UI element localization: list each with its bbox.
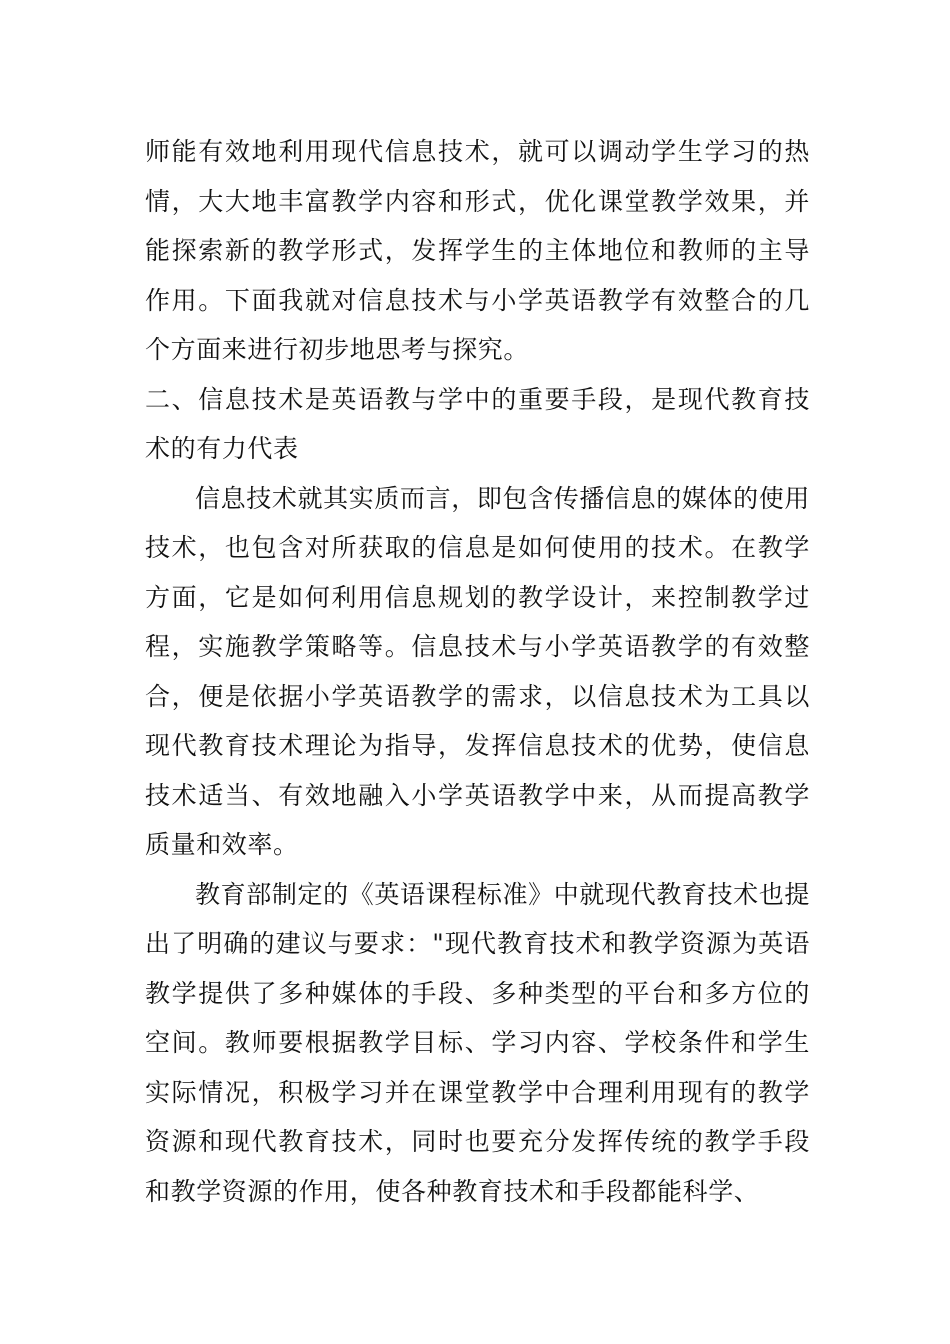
- paragraph-curriculum-standard: 教育部制定的《英语课程标准》中就现代教育技术也提出了明确的建议与要求："现代教育技术和教学资源为英语教学提供了多种媒体的手段、多种类型的平台和多方位的空间。教师要根据教学目标、学习内容、学校条件和学生实际情况，积极学习并在课堂教学中合理利用现有的教学资源和现代教育技术，同时也要充分发挥传统的教学手段和教学资源的作用，使各种教育技术和手段都能科学、: [145, 879, 810, 1206]
- section-heading: 二、信息技术是英语教与学中的重要手段，是现代教育技术的有力代表: [145, 384, 810, 463]
- paragraph-continuation: 师能有效地利用现代信息技术，就可以调动学生学习的热情，大大地丰富教学内容和形式，优化课堂教学效果，并能探索新的教学形式，发挥学生的主体地位和教师的主导作用。下面我就对信息技术与小学英语教学有效整合的几个方面来进行初步地思考与探究。: [145, 137, 810, 364]
- document-body: [145, 127, 810, 1216]
- paragraph-information-technology: 信息技术就其实质而言，即包含传播信息的媒体的使用技术，也包含对所获取的信息是如何使用的技术。在教学方面，它是如何利用信息规划的教学设计，来控制教学过程，实施教学策略等。信息技术与小学英语教学的有效整合，便是依据小学英语教学的需求，以信息技术为工具以现代教育技术理论为指导，发挥信息技术的优势，使信息技术适当、有效地融入小学英语教学中来，从而提高教学质量和效率。: [145, 483, 810, 859]
